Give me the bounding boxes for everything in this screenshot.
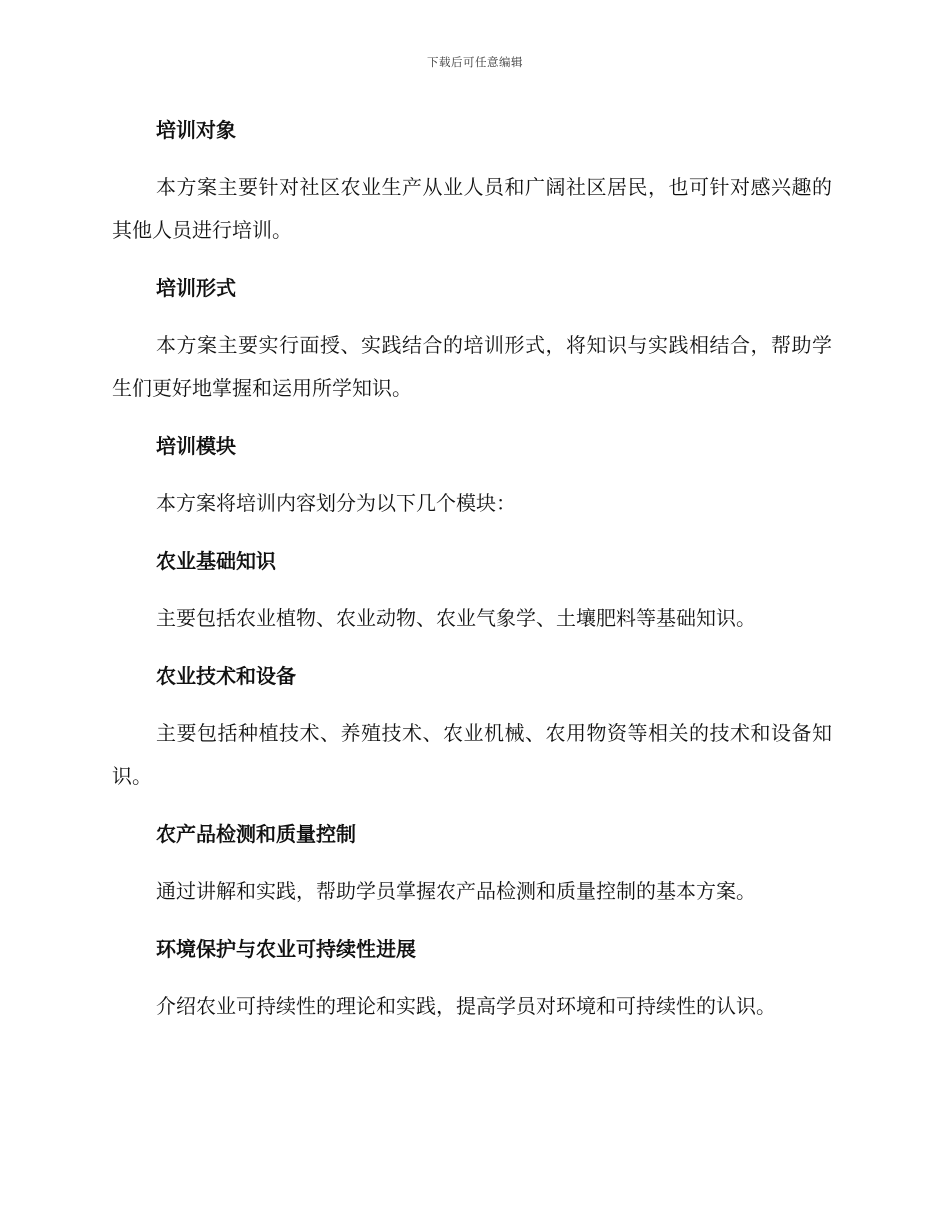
section [112,814,832,929]
section [112,656,832,814]
page-header-note: 下载后可任意编辑 [427,55,523,69]
section-heading: 环境保护与农业可持续性进展 [156,937,416,961]
section-heading: 农业基础知识 [156,549,276,573]
section-paragraph: 通过讲解和实践，帮助学员掌握农产品检测和质量控制的基本方案。 [156,879,756,903]
section [112,426,832,541]
section [112,110,832,268]
section [112,268,832,426]
section-heading: 培训形式 [156,276,236,300]
section-heading: 农产品检测和质量控制 [156,822,356,846]
section [112,929,832,1028]
section-paragraph: 主要包括农业植物、农业动物、农业气象学、土壤肥料等基础知识。 [156,606,756,630]
section-heading: 农业技术和设备 [156,664,296,688]
section-heading: 培训对象 [156,118,236,142]
section-paragraph: 本方案主要实行面授、实践结合的培训形式，将知识与实践相结合，帮助学生们更好地掌握和运用所学知识。 [112,333,832,400]
section-paragraph: 主要包括种植技术、养殖技术、农业机械、农用物资等相关的技术和设备知识。 [112,721,832,788]
section-paragraph: 本方案主要针对社区农业生产从业人员和广阔社区居民，也可针对感兴趣的其他人员进行培训。 [112,175,832,242]
section [112,541,832,656]
section-paragraph: 本方案将培训内容划分为以下几个模块： [156,491,516,515]
section-paragraph: 介绍农业可持续性的理论和实践，提高学员对环境和可持续性的认识。 [156,994,776,1018]
section-heading: 培训模块 [156,434,236,458]
document-body [112,110,832,1028]
